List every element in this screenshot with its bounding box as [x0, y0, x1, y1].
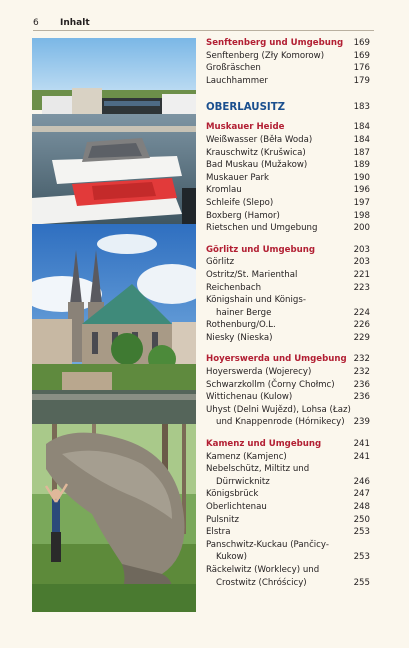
- toc-entry[interactable]: Elstra 253: [206, 527, 370, 538]
- rock-photo: [32, 424, 196, 612]
- toc-entry[interactable]: Schleife (Slepo) 197: [206, 197, 370, 208]
- toc-entry[interactable]: Kukow) 253: [216, 552, 370, 563]
- toc-entry[interactable]: Kromlau 196: [206, 185, 370, 196]
- toc-entry[interactable]: Muskauer Park 190: [206, 172, 370, 183]
- toc-entry[interactable]: Pulsnitz 250: [206, 514, 370, 525]
- toc-heading[interactable]: Hoyerswerda und Umgebung 232: [206, 354, 370, 365]
- toc-entry[interactable]: Rothenburg/O.L. 226: [206, 320, 370, 331]
- section-title: Inhalt: [60, 18, 90, 28]
- toc-entry[interactable]: Rietschen und Umgebung 200: [206, 223, 370, 234]
- toc-heading[interactable]: Senftenberg und Umgebung 169: [206, 38, 370, 48]
- toc-entry[interactable]: Crostwitz (Chróścicy) 255: [216, 577, 370, 588]
- toc-region[interactable]: OBERLAUSITZ 183: [206, 102, 370, 114]
- table-of-contents: [206, 37, 370, 589]
- toc-entry[interactable]: Bad Muskau (Mužakow) 189: [206, 160, 370, 171]
- harbour-photo: [32, 38, 196, 224]
- toc-entry[interactable]: und Knappenrode (Hórnikecy) 239: [216, 417, 370, 428]
- toc-heading[interactable]: Görlitz und Umgebung 203: [206, 244, 370, 255]
- toc-entry[interactable]: Hoyerswerda (Wojerecy) 232: [206, 367, 370, 378]
- toc-entry[interactable]: Senftenberg (Zły Komorow) 169: [206, 50, 370, 61]
- toc-entry[interactable]: Ostritz/St. Marienthal 221: [206, 269, 370, 280]
- header-rule: [33, 30, 374, 31]
- toc-heading[interactable]: Kamenz und Umgebung 241: [206, 439, 370, 450]
- toc-entry[interactable]: Kamenz (Kamjenc) 241: [206, 451, 370, 462]
- toc-entry[interactable]: Görlitz 203: [206, 257, 370, 268]
- toc-entry[interactable]: hainer Berge 224: [216, 307, 370, 318]
- toc-entry[interactable]: Reichenbach 223: [206, 282, 370, 293]
- toc-entry[interactable]: Weißwasser (Běła Woda) 184: [206, 134, 370, 145]
- toc-entry[interactable]: Königsbrück 247: [206, 489, 370, 500]
- toc-entry[interactable]: Lauchhammer 179: [206, 75, 370, 86]
- toc-entry[interactable]: Oberlichtenau 248: [206, 502, 370, 512]
- toc-entry[interactable]: Dürrwicknitz 246: [216, 476, 370, 487]
- toc-entry[interactable]: Nebelschütz, Miltitz und: [206, 464, 310, 475]
- toc-entry[interactable]: Großräschen 176: [206, 63, 370, 74]
- toc-entry[interactable]: Wittichenau (Kulow) 236: [206, 392, 370, 403]
- toc-entry[interactable]: Boxberg (Hamor) 198: [206, 210, 370, 221]
- toc-heading[interactable]: Muskauer Heide 184: [206, 122, 370, 133]
- toc-entry[interactable]: Krauschwitz (Krušwica) 187: [206, 147, 370, 158]
- toc-entry[interactable]: Königshain und Königs-: [206, 295, 306, 306]
- toc-entry[interactable]: Schwarzkollm (Čorny Chołmc) 236: [206, 379, 370, 390]
- toc-entry[interactable]: Niesky (Nieska) 229: [206, 332, 370, 343]
- page-number: 6: [33, 18, 39, 28]
- photo-column: [32, 38, 196, 612]
- toc-entry[interactable]: Räckelwitz (Worklecy) und: [206, 564, 320, 575]
- church-photo: [32, 224, 196, 424]
- toc-entry[interactable]: Panschwitz-Kuckau (Pančicy-: [206, 539, 329, 550]
- toc-entry[interactable]: Uhyst (Delni Wujězd), Lohsa (Łaz): [206, 404, 351, 415]
